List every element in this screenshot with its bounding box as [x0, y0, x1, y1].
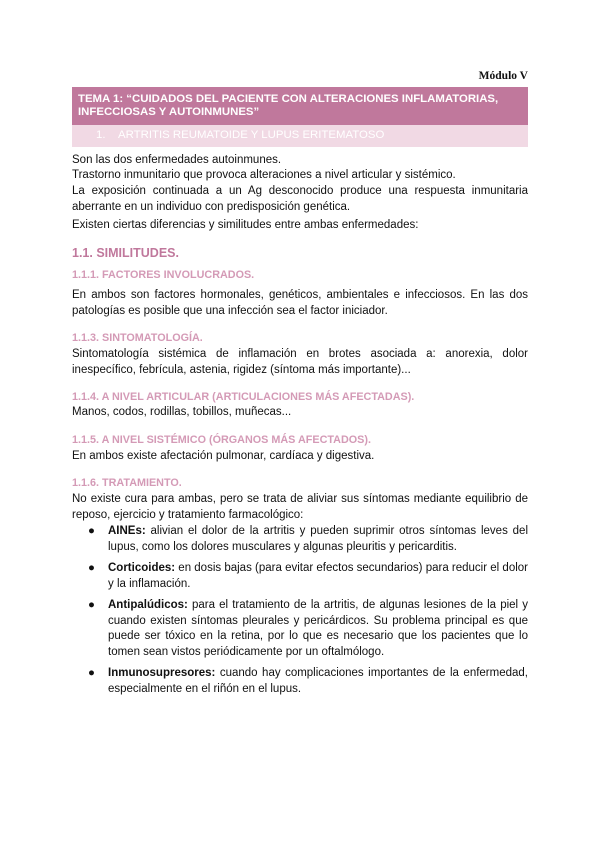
- subsection-heading-factors: 1.1.1. FACTORES INVOLUCRADOS.: [72, 269, 255, 281]
- bullet-icon: ●: [88, 562, 95, 574]
- subsection-heading-articular: 1.1.4. A NIVEL ARTICULAR (ARTICULACIONES MÁS AFECTADAS).: [72, 391, 415, 403]
- module-label: Módulo V: [478, 70, 528, 82]
- list-item-term: Antipalúdicos:: [108, 599, 188, 611]
- subsection-text-treatment: No existe cura para ambas, pero se trata de aliviar sus síntomas mediante equilibrio de reposo, ejercicio y tratamiento farmacológico:: [72, 493, 528, 521]
- list-item-text: alivian el dolor de la artritis y pueden suprimir otros síntomas leves del lupus, como los dolores musculares y algunas pleuritis y pericarditis.: [108, 525, 528, 553]
- subsection-heading-treatment: 1.1.6. TRATAMIENTO.: [72, 477, 182, 489]
- bullet-icon: ●: [88, 525, 95, 537]
- subsection-text-articular: Manos, codos, rodillas, tobillos, muñecas...: [72, 406, 292, 418]
- list-item: [72, 598, 528, 660]
- list-item-text: cuando hay complicaciones importantes de la enfermedad, especialmente en el riñón en el lupus.: [108, 667, 528, 695]
- bullet-icon: ●: [88, 667, 95, 679]
- treatment-list: [72, 524, 528, 703]
- bullet-icon: ●: [88, 599, 95, 611]
- intro-line-1: Son las dos enfermedades autoinmunes.: [72, 154, 282, 166]
- list-item: [72, 666, 528, 697]
- list-item-term: Corticoides:: [108, 562, 176, 574]
- subtitle-number: 1.: [96, 129, 106, 141]
- topic-title: TEMA 1: “CUIDADOS DEL PACIENTE CON ALTERACIONES INFLAMATORIAS, INFECCIOSAS Y AUTOINMUNES”: [72, 87, 528, 125]
- intro-line-4: Existen ciertas diferencias y similitudes entre ambas enfermedades:: [72, 219, 419, 231]
- subsection-text-factors: En ambos son factores hormonales, genéticos, ambientales e infecciosos. En las dos patologías es posible que una infección sea el factor iniciador.: [72, 289, 528, 317]
- list-item: [72, 561, 528, 592]
- section-heading: 1.1. SIMILITUDES.: [72, 246, 179, 260]
- list-item-text: en dosis bajas (para evitar efectos secundarios) para reducir el dolor y la inflamación.: [108, 562, 528, 590]
- list-item-term: AINEs:: [108, 525, 146, 537]
- list-item: [72, 524, 528, 555]
- subsection-text-symptoms: Sintomatología sistémica de inflamación en brotes asociada a: anorexia, dolor inespecífico, febrícula, astenia, rigidez (síntoma más importante)...: [72, 348, 528, 376]
- subsection-heading-symptoms: 1.1.3. SINTOMATOLOGÍA.: [72, 332, 203, 344]
- intro-line-3: La exposición continuada a un Ag desconocido produce una respuesta inmunitaria aberrante en un individuo con predisposición genética.: [72, 185, 528, 213]
- subsection-text-systemic: En ambos existe afectación pulmonar, cardíaca y digestiva.: [72, 450, 375, 462]
- intro-line-2: Trastorno inmunitario que provoca alteraciones a nivel articular y sistémico.: [72, 169, 456, 181]
- list-item-text: para el tratamiento de la artritis, de algunas lesiones de la piel y cuando existen síntomas pleurales y pericárdicos. Su problema principal es que puede ser tóxico en la retina, por lo que es necesario que los pacientes que lo tomen sean vistos periódicamente por un oftalmólogo.: [108, 599, 528, 658]
- topic-subtitle: [72, 125, 528, 147]
- list-item-term: Inmunosupresores:: [108, 667, 216, 679]
- subsection-heading-systemic: 1.1.5. A NIVEL SISTÉMICO (ÓRGANOS MÁS AFECTADOS).: [72, 434, 371, 446]
- subtitle-text: ARTRITIS REUMATOIDE Y LUPUS ERITEMATOSO: [118, 129, 385, 141]
